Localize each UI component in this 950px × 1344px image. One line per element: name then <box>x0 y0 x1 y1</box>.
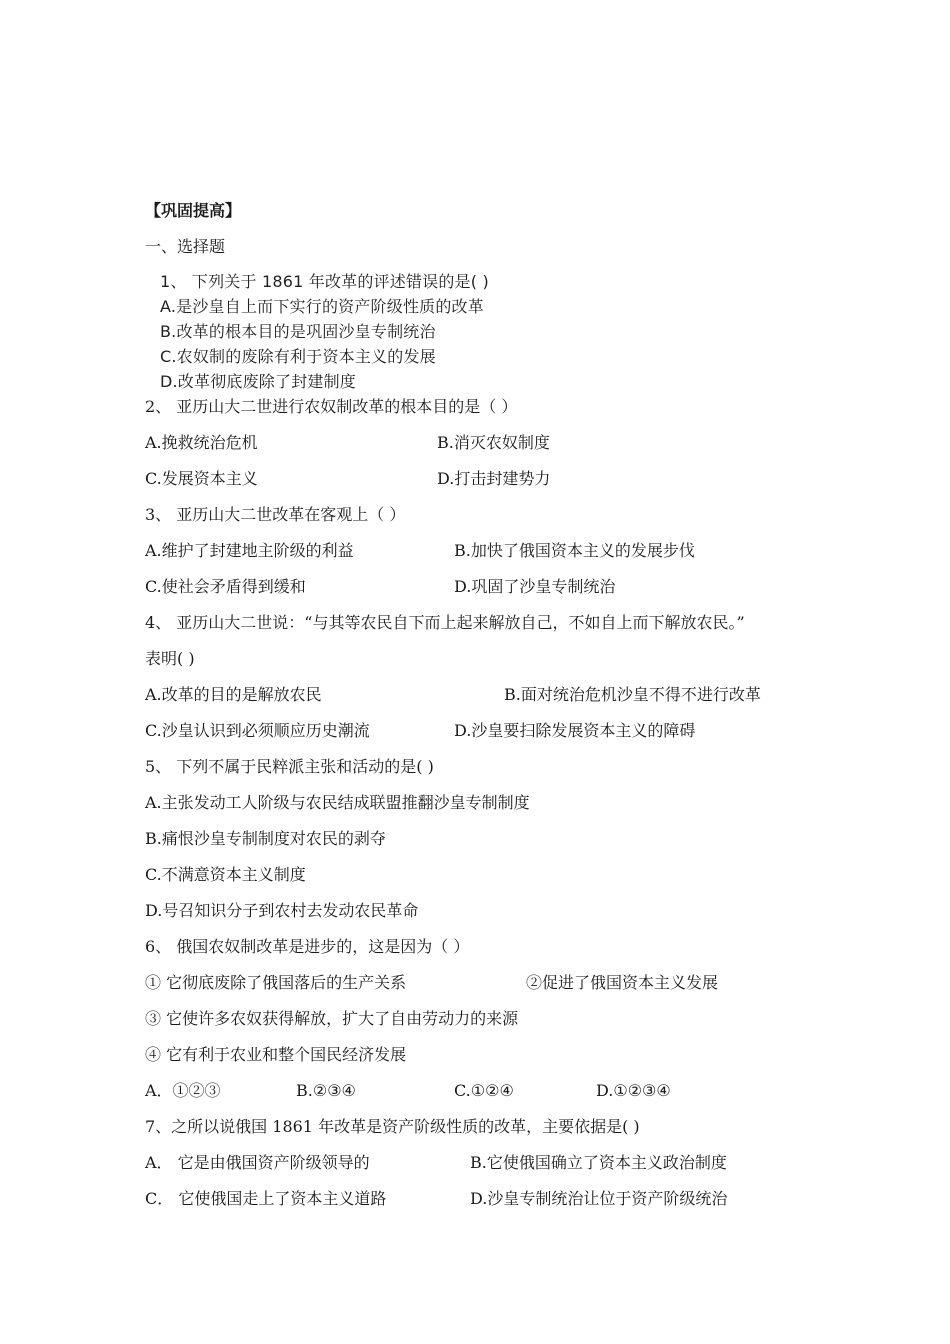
question-2-option-b: B.消灭农奴制度 <box>437 433 550 452</box>
question-7-option-a: A． 它是由俄国资产阶级领导的 <box>145 1153 370 1172</box>
question-5-stem: 5、 下列不属于民粹派主张和活动的是( ) <box>145 757 434 776</box>
question-7-option-b: B.它使俄国确立了资本主义政治制度 <box>470 1153 727 1172</box>
question-6-option-c: C.①②④ <box>454 1081 514 1100</box>
question-5-option-c: C.不满意资本主义制度 <box>145 865 306 884</box>
question-1-option-d: D.改革彻底废除了封建制度 <box>160 372 357 391</box>
question-2-option-c: C.发展资本主义 <box>145 469 258 488</box>
question-3-stem: 3、 亚历山大二世改革在客观上（ ） <box>145 505 406 524</box>
question-5-option-d: D.号召知识分子到农村去发动农民革命 <box>145 901 419 920</box>
question-6-option-b: B.②③④ <box>296 1081 356 1100</box>
question-4-stem-continued: 表明( ) <box>145 649 195 668</box>
question-2-stem: 2、 亚历山大二世进行农奴制改革的根本目的是（ ） <box>145 397 518 416</box>
question-2-option-a: A.挽救统治危机 <box>145 433 258 452</box>
part-heading: 一、选择题 <box>145 237 226 256</box>
question-3-option-b: B.加快了俄国资本主义的发展步伐 <box>454 541 695 560</box>
question-4-option-a: A.改革的目的是解放农民 <box>145 685 322 704</box>
question-7-stem: 7、之所以说俄国 1861 年改革是资产阶级性质的改革，主要依据是( ) <box>145 1117 640 1136</box>
question-3-option-d: D.巩固了沙皇专制统治 <box>454 577 616 596</box>
question-4-option-c: C.沙皇认识到必须顺应历史潮流 <box>145 721 370 740</box>
question-6-option-a: A．①②③ <box>145 1081 221 1100</box>
question-4-option-d: D.沙皇要扫除发展资本主义的障碍 <box>454 721 696 740</box>
question-1-option-b: B.改革的根本目的是巩固沙皇专制统治 <box>160 322 436 341</box>
question-3-option-c: C.使社会矛盾得到缓和 <box>145 577 306 596</box>
question-6-stem: 6、 俄国农奴制改革是进步的，这是因为（ ） <box>145 937 470 956</box>
question-1-option-a: A.是沙皇自上而下实行的资产阶级性质的改革 <box>160 297 484 316</box>
question-4-option-b: B.面对统治危机沙皇不得不进行改革 <box>504 685 761 704</box>
question-5-option-a: A.主张发动工人阶级与农民结成联盟推翻沙皇专制制度 <box>145 793 530 812</box>
question-6-statement-1: ① 它彻底废除了俄国落后的生产关系 <box>145 973 407 992</box>
question-4-stem: 4、 亚历山大二世说：“与其等农民自下而上起来解放自己，不如自上而下解放农民。” <box>145 613 745 632</box>
question-2-option-d: D.打击封建势力 <box>437 469 551 488</box>
section-title: 【巩固提高】 <box>145 201 242 220</box>
question-7-option-d: D.沙皇专制统治让位于资产阶级统治 <box>470 1189 728 1208</box>
question-5-option-b: B.痛恨沙皇专制制度对农民的剥夺 <box>145 829 386 848</box>
question-1-stem: 1、 下列关于 1861 年改革的评述错误的是( ) <box>160 272 489 291</box>
question-1-option-c: C.农奴制的废除有利于资本主义的发展 <box>160 347 436 366</box>
question-3-option-a: A.维护了封建地主阶级的利益 <box>145 541 354 560</box>
question-6-statement-2: ②促进了俄国资本主义发展 <box>526 973 719 992</box>
question-7-option-c: C． 它使俄国走上了资本主义道路 <box>145 1189 387 1208</box>
question-6-option-d: D.①②③④ <box>596 1081 671 1100</box>
question-6-statement-4: ④ 它有利于农业和整个国民经济发展 <box>145 1045 407 1064</box>
question-6-statement-3: ③ 它使许多农奴获得解放，扩大了自由劳动力的来源 <box>145 1009 519 1028</box>
